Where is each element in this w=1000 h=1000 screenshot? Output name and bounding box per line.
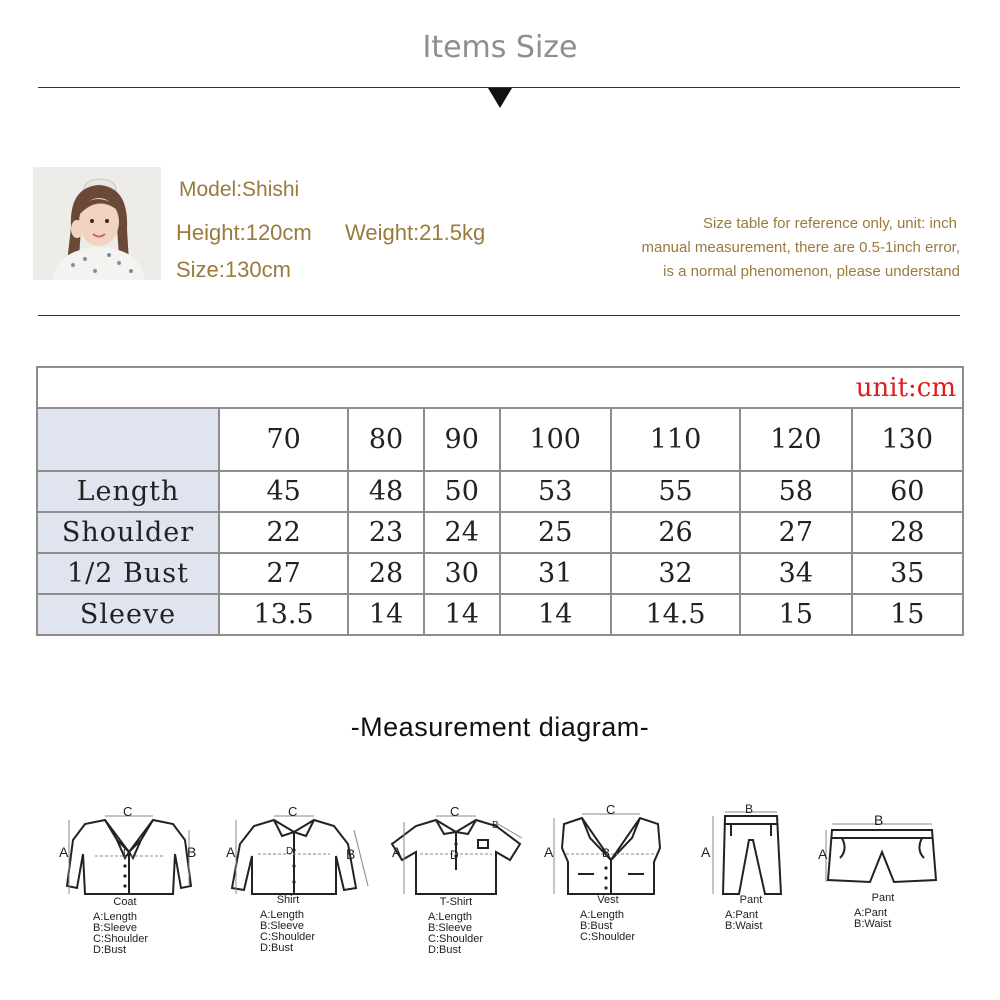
mark-d-label: D [286, 846, 294, 857]
mark-b-label: B [874, 812, 884, 828]
legend-item: D:Bust [260, 942, 294, 954]
pant-long-diagram [695, 802, 795, 932]
legend-item: A:Length [93, 911, 138, 923]
mark-b-label: B [745, 802, 754, 816]
table-cell: 24 [424, 512, 500, 553]
mark-b-label: B [602, 846, 611, 860]
mark-a-label: A [226, 844, 236, 860]
middle-divider [38, 315, 960, 316]
measurement-diagram-title: -Measurement diagram- [350, 712, 650, 742]
table-cell: 14 [424, 594, 500, 635]
pant-long-name: Pant [739, 894, 763, 906]
pant-short-diagram [818, 810, 948, 930]
legend-item: B:Bust [580, 920, 613, 932]
mark-b-label: B [492, 820, 499, 831]
size-table [36, 366, 964, 636]
mark-b-label: B [346, 846, 356, 862]
size-note-line-1: Size table for reference only, unit: inch [702, 215, 957, 232]
table-cell: 58 [740, 471, 851, 512]
size-header-row [37, 408, 963, 471]
model-height: Height:120cm [176, 220, 312, 245]
table-cell: 27 [219, 553, 348, 594]
table-row [37, 471, 963, 512]
legend-item: D:Bust [93, 944, 127, 956]
unit-row [37, 367, 963, 408]
pant-short-legend [854, 908, 892, 930]
table-cell: 27 [740, 512, 851, 553]
table-row [37, 512, 963, 553]
mark-c-label: C [606, 802, 616, 817]
mark-a-label: A [392, 844, 402, 860]
mark-c-label: C [450, 804, 460, 819]
model-photo [33, 167, 161, 280]
table-cell: 26 [611, 512, 740, 553]
table-cell: 13.5 [219, 594, 348, 635]
table-cell: 45 [219, 471, 348, 512]
vest-name: Vest [597, 894, 619, 906]
t-shirt-diagram [388, 804, 528, 956]
legend-item: C:Shoulder [260, 931, 316, 943]
row-label: 1/2 Bust [37, 553, 219, 594]
row-label: Sleeve [37, 594, 219, 635]
table-cell: 53 [500, 471, 611, 512]
coat-diagram [55, 804, 205, 956]
legend-item: B:Sleeve [93, 922, 138, 934]
legend-item: A:Length [260, 909, 305, 921]
mark-b-label: B [187, 844, 197, 860]
size-header: 130 [852, 408, 963, 471]
table-cell: 22 [219, 512, 348, 553]
legend-item: A:Length [580, 909, 625, 921]
mark-c-label: C [288, 804, 298, 819]
mark-c-label: C [123, 804, 133, 819]
vest-diagram [542, 802, 672, 943]
table-cell: 25 [500, 512, 611, 553]
mark-a-label: A [544, 844, 554, 860]
legend-item: B:Waist [854, 918, 892, 930]
legend-item: C:Shoulder [93, 933, 149, 945]
legend-item: B:Waist [725, 920, 763, 932]
mark-a-label: A [59, 844, 69, 860]
table-cell: 15 [852, 594, 963, 635]
table-cell: 14 [348, 594, 424, 635]
pant-long-legend [725, 910, 763, 932]
table-cell: 34 [740, 553, 851, 594]
row-label: Shoulder [37, 512, 219, 553]
legend-item: C:Shoulder [580, 931, 636, 943]
mark-d-label: D [123, 848, 131, 859]
down-arrow-icon [488, 88, 512, 108]
table-cell: 28 [852, 512, 963, 553]
table-cell: 14.5 [611, 594, 740, 635]
legend-item: B:Sleeve [428, 922, 473, 934]
t-shirt-legend [428, 912, 483, 956]
row-label: Length [37, 471, 219, 512]
legend-item: D:Bust [428, 944, 462, 956]
legend-item: A:Pant [725, 909, 759, 921]
table-cell: 14 [500, 594, 611, 635]
table-cell: 28 [348, 553, 424, 594]
mark-d-label: D [450, 848, 459, 862]
unit-label: unit:cm [37, 367, 963, 408]
table-cell: 55 [611, 471, 740, 512]
size-header: 90 [424, 408, 500, 471]
table-cell: 35 [852, 553, 963, 594]
t-shirt-name: T-Shirt [439, 896, 473, 908]
size-note-line-2: manual measurement, there are 0.5-1inch error, [641, 239, 960, 256]
table-cell: 30 [424, 553, 500, 594]
table-cell: 31 [500, 553, 611, 594]
legend-item: A:Length [428, 911, 473, 923]
model-size: Size:130cm [176, 257, 291, 282]
size-header: 70 [219, 408, 348, 471]
page-title: Items Size [422, 30, 578, 65]
size-header: 120 [740, 408, 851, 471]
corner-cell [37, 408, 219, 471]
legend-item: B:Sleeve [260, 920, 305, 932]
model-weight: Weight:21.5kg [345, 220, 486, 245]
size-header: 110 [611, 408, 740, 471]
table-cell: 50 [424, 471, 500, 512]
mark-a-label: A [701, 844, 711, 860]
table-row [37, 594, 963, 635]
shirt-name: Shirt [276, 894, 300, 906]
pant-short-name: Pant [871, 892, 895, 904]
size-header: 80 [348, 408, 424, 471]
table-cell: 32 [611, 553, 740, 594]
vest-legend [580, 910, 635, 943]
shirt-legend [260, 910, 315, 954]
shirt-diagram [222, 804, 372, 954]
table-cell: 23 [348, 512, 424, 553]
mark-a-label: A [818, 846, 828, 862]
table-cell: 15 [740, 594, 851, 635]
model-name: Model:Shishi [179, 178, 300, 201]
legend-item: A:Pant [854, 907, 888, 919]
table-cell: 48 [348, 471, 424, 512]
coat-name: Coat [113, 896, 137, 908]
coat-legend [93, 912, 148, 956]
table-row [37, 553, 963, 594]
size-note-line-3: is a normal phenomenon, please understand [663, 263, 960, 280]
table-cell: 60 [852, 471, 963, 512]
legend-item: C:Shoulder [428, 933, 484, 945]
size-header: 100 [500, 408, 611, 471]
